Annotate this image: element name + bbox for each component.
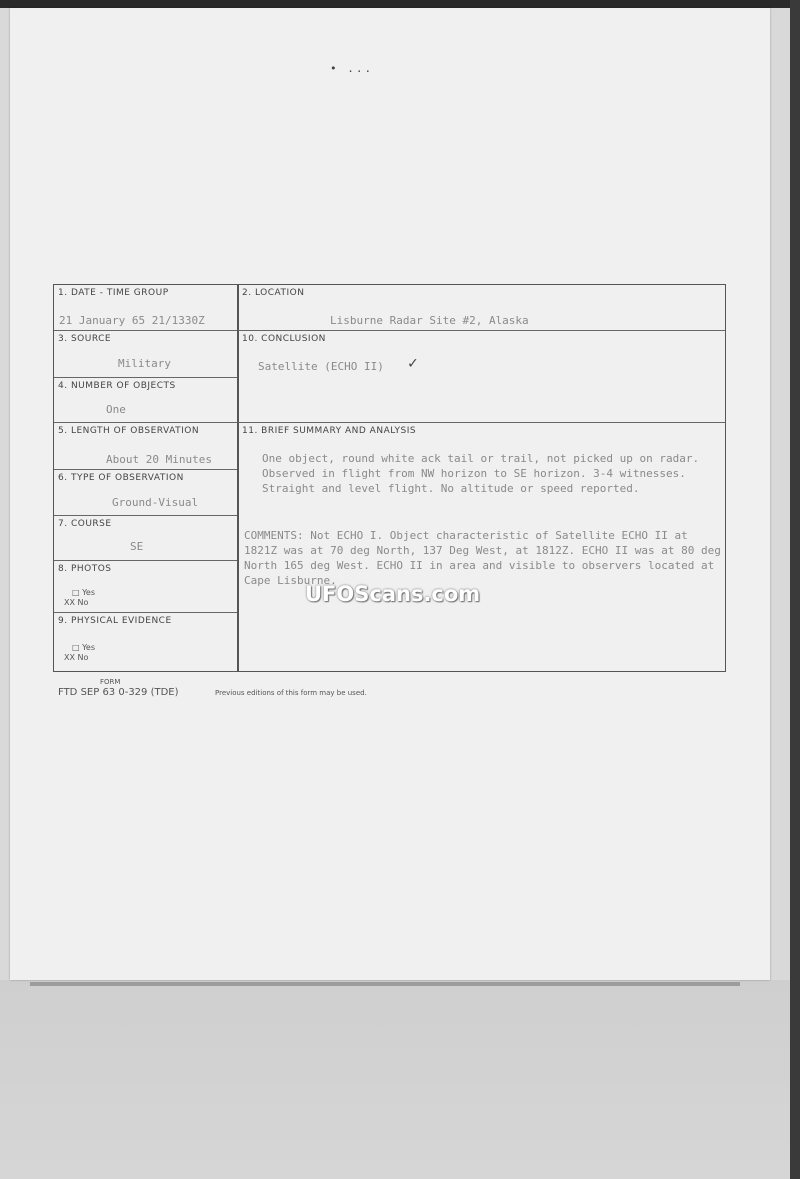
footer-form-number: FTD SEP 63 0-329 (TDE) <box>58 687 179 698</box>
num-objects-cell <box>54 378 237 423</box>
course-value: SE <box>130 540 144 553</box>
watermark: UFOScans.com <box>305 582 481 606</box>
location-label: 2. LOCATION <box>242 288 305 298</box>
scan-edge-top <box>0 0 800 8</box>
date-time-label: 1. DATE - TIME GROUP <box>58 288 169 298</box>
source-cell <box>54 331 237 378</box>
type-obs-value: Ground-Visual <box>112 496 199 509</box>
scan-edge-right <box>790 0 800 1179</box>
physical-evidence-label: 9. PHYSICAL EVIDENCE <box>58 616 172 626</box>
conclusion-checkmark: ✓ <box>408 353 418 372</box>
summary-comments: COMMENTS: Not ECHO I. Object characteristic of Satellite ECHO II at 1821Z was at 70 deg North, 137 Deg West, at 1812Z. ECHO II was at 80 deg North 165 deg West. ECHO II in area and visible to observers located at Cape Lisburne. <box>244 529 721 587</box>
source-value: Military <box>118 357 171 370</box>
footer-note: Previous editions of this form may be used. <box>215 689 367 697</box>
type-obs-cell <box>54 470 237 516</box>
length-label: 5. LENGTH OF OBSERVATION <box>58 426 200 436</box>
lower-sheet <box>0 980 790 1179</box>
summary-cell <box>238 423 725 671</box>
physical-evidence-cell <box>54 613 237 671</box>
date-time-cell <box>54 285 237 331</box>
length-cell <box>54 423 237 470</box>
length-value: About 20 Minutes <box>106 453 212 466</box>
summary-text: One object, round white ack tail or trail, not picked up on radar. Observed in flight from NW horizon to SE horizon. 3-4 witnesses. Straight and level flight. No altitude or speed reported. <box>262 452 700 495</box>
conclusion-value: Satellite (ECHO II) <box>258 360 384 373</box>
photos-yes: □ Yes <box>72 588 96 597</box>
summary-label: 11. BRIEF SUMMARY AND ANALYSIS <box>242 426 417 436</box>
conclusion-label: 10. CONCLUSION <box>242 334 326 344</box>
source-label: 3. SOURCE <box>58 334 112 344</box>
stray-marks: • ... <box>330 62 374 75</box>
physical-evidence-yes: □ Yes <box>72 643 96 652</box>
page-bottom-shadow <box>30 982 740 986</box>
project-card-form <box>53 284 726 672</box>
physical-evidence-no: XX No <box>64 653 89 662</box>
location-cell <box>238 285 725 331</box>
conclusion-cell <box>238 331 725 423</box>
course-label: 7. COURSE <box>58 519 112 529</box>
location-value: Lisburne Radar Site #2, Alaska <box>330 314 529 327</box>
num-objects-value: One <box>106 403 126 416</box>
type-obs-label: 6. TYPE OF OBSERVATION <box>58 473 184 483</box>
num-objects-label: 4. NUMBER OF OBJECTS <box>58 381 176 391</box>
photos-cell <box>54 561 237 613</box>
date-time-value: 21 January 65 21/1330Z <box>59 314 205 327</box>
photos-no: XX No <box>64 598 89 607</box>
photos-label: 8. PHOTOS <box>58 564 112 574</box>
footer-form-word: FORM <box>100 678 121 686</box>
course-cell <box>54 516 237 561</box>
